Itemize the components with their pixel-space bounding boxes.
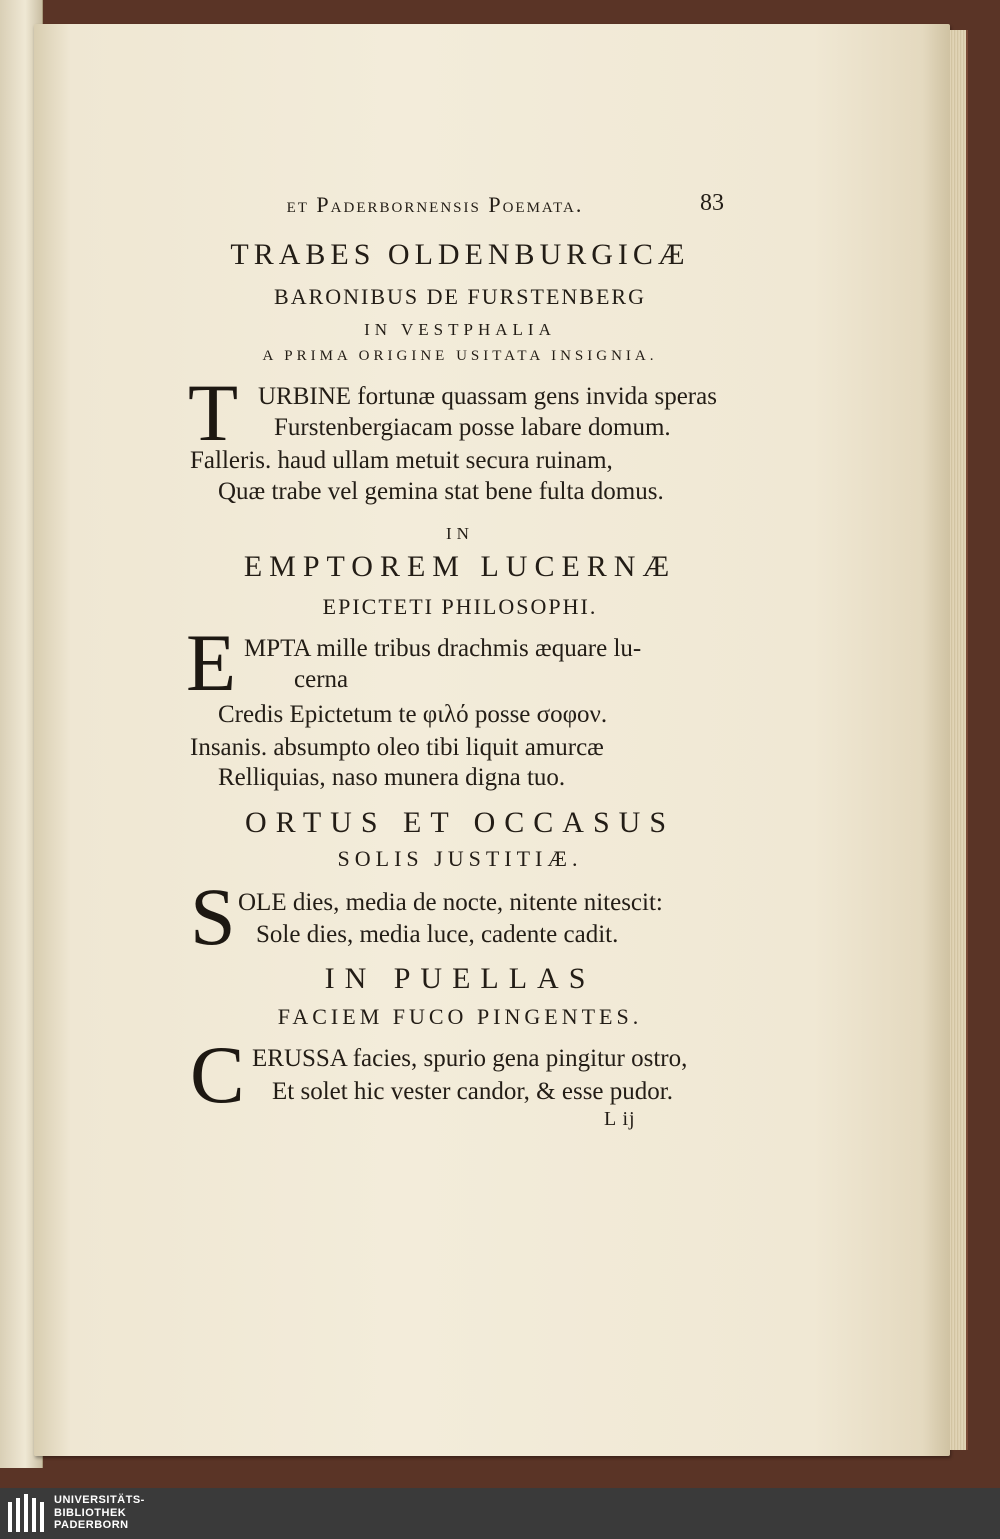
poem4-dropcap: C	[190, 1029, 245, 1120]
running-title: et Paderbornensis Poemata.	[286, 192, 584, 217]
poem3-title: ORTUS ET OCCASUS	[244, 806, 676, 839]
poem3-dropcap: S	[190, 871, 236, 962]
signature-mark: L ij	[604, 1108, 636, 1130]
poem3-verse-1: OLE dies, media de nocte, nitente nitescit:	[238, 889, 663, 916]
poem3-subtitle: SOLIS JUSTITIÆ.	[337, 846, 583, 871]
poem1-verse-3: Falleris. haud ullam metuit secura ruinam,	[190, 447, 613, 474]
poem1-dropcap: T	[188, 367, 239, 458]
poem1-verse-2: Furstenbergiacam posse labare domum.	[274, 414, 671, 441]
poem3-verse-2: Sole dies, media luce, cadente cadit.	[256, 921, 619, 948]
poem1-subtitle: BARONIBUS DE FURSTENBERG	[274, 284, 646, 309]
poem2-pre: IN	[446, 524, 474, 543]
poem1-title: TRABES OLDENBURGICÆ	[230, 238, 690, 271]
poem2-title: EMPTOREM LUCERNÆ	[243, 550, 677, 583]
poem4-subtitle: FACIEM FUCO PINGENTES.	[277, 1004, 643, 1029]
poem1-verse-1: URBINE fortunæ quassam gens invida speras	[258, 383, 717, 410]
poem2-subtitle: EPICTETI PHILOSOPHI.	[322, 594, 598, 619]
poem4-title: IN PUELLAS	[324, 962, 596, 995]
poem1-place: IN VESTPHALIA	[364, 320, 556, 339]
poem2-dropcap: E	[186, 617, 237, 708]
poem1-insignia: A PRIMA ORIGINE USITATA INSIGNIA.	[262, 348, 658, 364]
logo-line-2: BIBLIOTHEK	[54, 1506, 127, 1519]
library-logo-text	[54, 1494, 145, 1532]
library-logo-icon	[8, 1494, 48, 1534]
footer-bar	[0, 1488, 1000, 1539]
page-number: 83	[700, 190, 724, 216]
poem2-verse-5: Relliquias, naso munera digna tuo.	[218, 764, 566, 791]
poem1-verse-4: Quæ trabe vel gemina stat bene fulta domus.	[218, 478, 664, 505]
poem2-verse-2: cerna	[294, 666, 349, 693]
poem4-verse-2: Et solet hic vester candor, & esse pudor.	[272, 1078, 673, 1105]
page-block-edge	[950, 30, 968, 1450]
poem4-verse-1: ERUSSA facies, spurio gena pingitur ostro,	[252, 1045, 688, 1072]
poem2-verse-4: Insanis. absumpto oleo tibi liquit amurcæ	[190, 734, 604, 761]
poem2-verse-3: Credis Epictetum te φιλό posse σοφον.	[218, 701, 608, 728]
logo-line-3: PADERBORN	[54, 1519, 129, 1531]
logo-line-1: UNIVERSITÄTS-	[54, 1494, 145, 1506]
poem2-verse-1: MPTA mille tribus drachmis æquare lu-	[244, 635, 642, 662]
